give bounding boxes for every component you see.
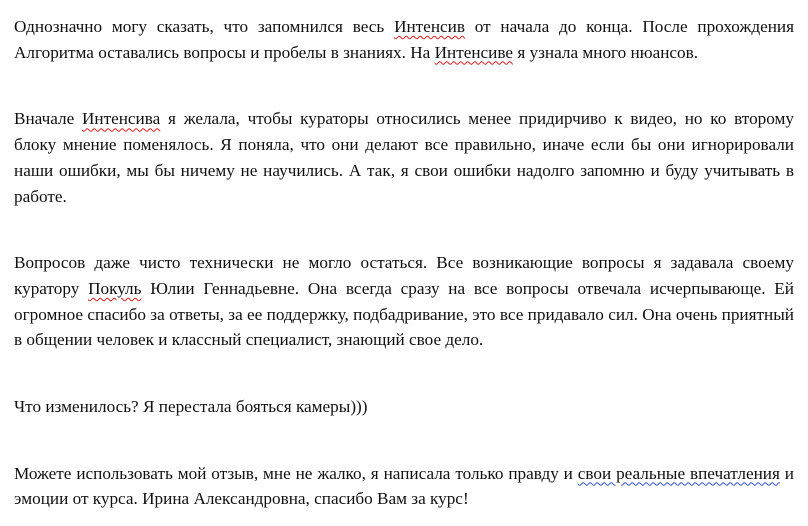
- spelling-error-mark[interactable]: Интенсив: [394, 17, 465, 36]
- paragraph-spacer: [14, 353, 794, 394]
- text-run: я узнала много нюансов.: [513, 42, 699, 62]
- text-run: Вначале: [14, 109, 82, 129]
- paragraph-3: [14, 250, 794, 353]
- text-run: Юлии Геннадьевне. Она всегда сразу на все вопросы отвечала исчерпывающе. Ей огромное спасибо за ответы, за ее поддержку, подбадривание, это все придавало сил. Она очень приятный в общении человек и классный специалист, знающий свое дело.: [14, 278, 794, 350]
- spelling-error-mark[interactable]: Интенсиве: [434, 42, 514, 62]
- paragraph-4: [14, 394, 794, 420]
- text-run: я желала, чтобы кураторы относились менее придирчиво к видео, но ко второму блоку мнение поменялось. Я поняла, что они делают все правильно, иначе если бы они игнорировали наши ошибки, мы бы ничему не научились. А так, я свои ошибки надолго запомню и буду учитывать в работе.: [14, 109, 794, 206]
- text-run: Вопросов даже чисто технически не могло остаться. Все возникающие вопросы я задавала своему куратору: [14, 253, 794, 298]
- text-run: от начала до конца. После прохождения Алгоритма оставались вопросы и пробелы в знаниях. На: [14, 17, 794, 62]
- paragraph-spacer: [14, 420, 794, 461]
- paragraph-spacer: [14, 65, 794, 106]
- paragraph-1: [14, 14, 794, 65]
- document-body: [14, 14, 794, 512]
- text-run: Можете использовать мой отзыв, мне не жалко, я написала только правду и: [14, 463, 578, 483]
- text-run: Однозначно могу сказать, что запомнился весь: [14, 17, 395, 36]
- paragraph-5: [14, 461, 794, 512]
- text-run: Что изменилось? Я перестала бояться камеры))): [14, 397, 368, 417]
- grammar-error-mark[interactable]: свои реальные впечатления: [577, 463, 780, 483]
- text-run: и эмоции от курса. Ирина Александровна, спасибо Вам за курс!: [14, 463, 794, 509]
- paragraph-spacer: [14, 209, 794, 250]
- spelling-error-mark[interactable]: Покуль: [88, 278, 142, 298]
- spelling-error-mark[interactable]: Интенсива: [81, 109, 161, 129]
- paragraph-2: [14, 106, 794, 209]
